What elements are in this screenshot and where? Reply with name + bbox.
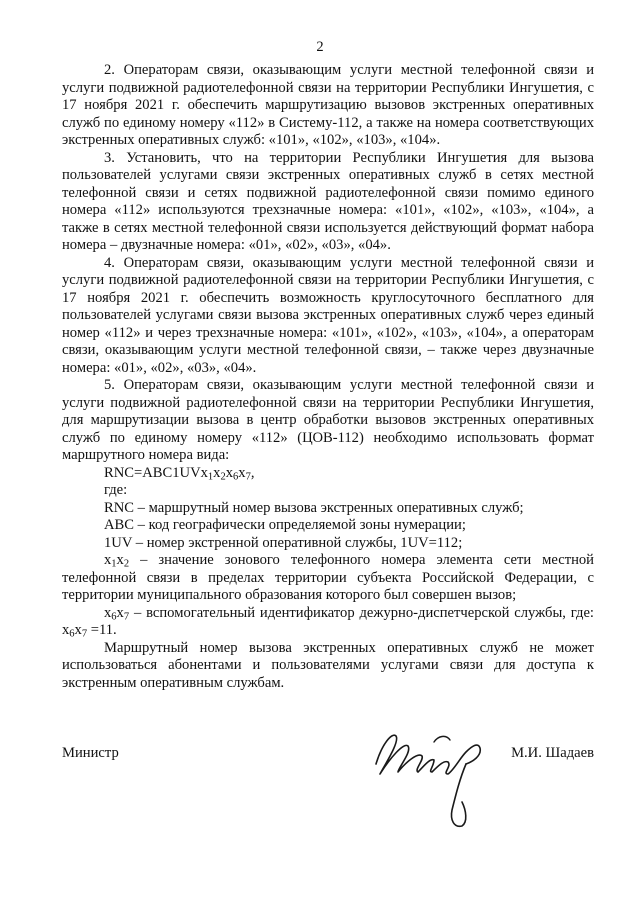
x6-letter: x: [104, 604, 112, 621]
x1-letter: x: [104, 552, 112, 568]
signatory-title: Министр: [62, 745, 119, 761]
x2-letter: x: [116, 552, 124, 568]
routing-number-formula: [62, 465, 594, 483]
x2-sub: 2: [123, 558, 130, 570]
final-paragraph: Маршрутный номер вызова экстренных оперативных служб не может использоваться абонентами и пользователями услугами связи для доступа к экстренным оперативным службам.: [62, 639, 594, 691]
x7-sub-second: 7: [81, 628, 88, 640]
paragraph-2: 2. Операторам связи, оказывающим услуги местной телефонной связи и услуги подвижной радиотелефонной связи на территории Республики Ингушетия, с 17 ноября 2021 г. обеспечить маршрутизацию вызовов экстренных оперативных служб по единому номеру «112» в Систему-112, а также на номера соответствующих экстренных оперативных служб: «101», «102», «103», «104».: [62, 62, 594, 148]
formula-sub-7: 7: [245, 471, 251, 483]
page-number: 2: [316, 39, 324, 55]
signature-block: [62, 732, 594, 842]
document-body: [62, 62, 594, 692]
formula-prefix: RNC=ABC1UVx: [104, 464, 208, 481]
signatory-name: М.И. Шадаев: [511, 745, 594, 761]
paragraph-3: 3. Установить, что на территории Республики Ингушетия для вызова пользователей услугами связи экстренных оперативных служб в сетях местной телефонной связи и сетях подвижной радиотелефонной связи помимо единого номера «112» используются трехзначные номера: «101», «102», «103», «104», а также в сетях местной телефонной связи используется действующий формат набора номера – двузначные номера: «01», «02», «03», «04».: [62, 149, 594, 253]
x6x7-text: – вспомогательный идентификатор дежурно-диспетчерской службы, где: x: [62, 604, 594, 638]
x6-sub: 6: [111, 611, 117, 623]
definition-rnc: RNC – маршрутный номер вызова экстренных оперативных служб;: [104, 499, 524, 516]
formula-sub-6: 6: [233, 471, 239, 483]
paragraph-5: 5. Операторам связи, оказывающим услуги местной телефонной связи и услуги подвижной радиотелефонной связи на территории Республики Ингушетия, для маршрутизации вызова в центр обработки вызовов экстренных оперативных служб по единому номеру «112» (ЦОВ-112) необходимо использовать формат маршрутного номера вида:: [62, 377, 594, 463]
formula-end: ,: [250, 464, 255, 481]
paragraph-4: 4. Операторам связи, оказывающим услуги местной телефонной связи и услуги подвижной радиотелефонной связи на территории Республики Ингушетия, с 17 ноября 2021 г. обеспечить возможность круглосуточного бесплатного для пользователей услугами связи вызова экстренных оперативных служб через единый номер «112» и через трехзначные номера: «101», «102», «103», «104», а операторам связи, оказывающим услуги местной телефонной связи, – также через двузначные номера: «01», «02», «03», «04».: [62, 254, 594, 376]
x1-sub: 1: [111, 558, 117, 570]
definition-x1x2: [62, 552, 594, 605]
definition-x6x7: [62, 605, 594, 640]
handwritten-signature: [368, 722, 498, 834]
x7-sub: 7: [123, 611, 130, 623]
formula-x6: x: [225, 464, 234, 481]
where-label: где:: [104, 482, 128, 498]
formula-x2: x: [213, 464, 221, 481]
definition-abc: ABC – код географически определяемой зоны нумерации;: [104, 517, 466, 533]
formula-sub-2: 2: [220, 471, 226, 483]
x6-sub-second: 6: [69, 628, 75, 640]
x7-letter-second: x: [74, 622, 82, 638]
formula-sub-1: 1: [207, 471, 214, 483]
definition-1uv: 1UV – номер экстренной оперативной службы, 1UV=112;: [104, 534, 463, 551]
x1x2-text: – значение зонового телефонного номера элемента сети местной телефонной связи в пределах территории субъекта Российской Федерации, с территории муниципального образования которого был совершен вызов;: [62, 552, 594, 603]
x7-letter: x: [116, 604, 124, 621]
formula-x7: x: [238, 464, 246, 481]
x6x7-end: =11.: [87, 622, 117, 638]
